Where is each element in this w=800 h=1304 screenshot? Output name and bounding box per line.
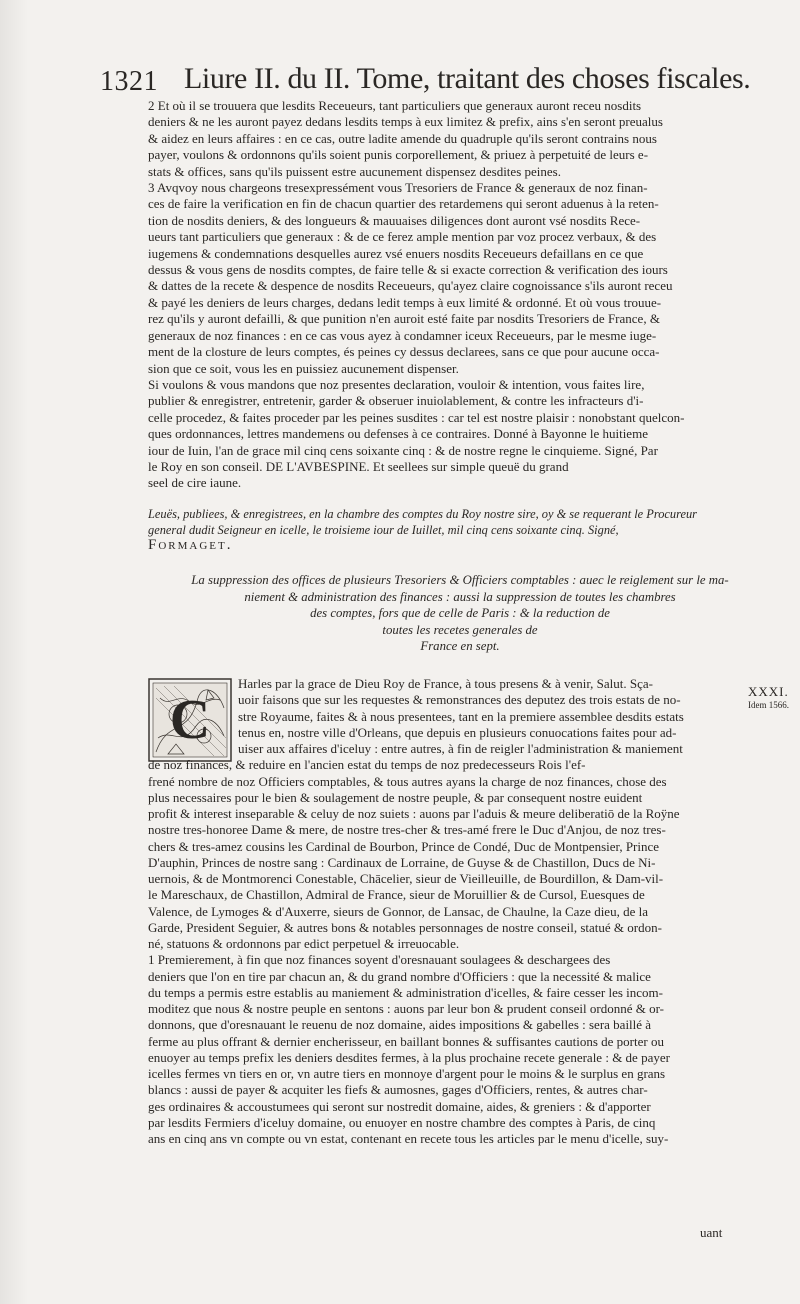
- text-line: celle procedez, & faites proceder par les peines susdites : car tel est nostre plaisir : nonobstant quelcon-: [148, 409, 685, 425]
- text-line: profit & interest inseparable & celuy de noz suiets : auons par l'aduis & meure deliberatiō de la Roÿne: [148, 806, 680, 821]
- text-line: ferme au plus offrant & dernier encherisseur, en baillant bonnes & suffisantes cautions de porter ou: [148, 1033, 664, 1049]
- text-line: plus necessaires pour le bien & soulagement de nostre peuple, & par consequent nostre euident: [148, 789, 643, 805]
- text-line: né, statuons & ordonnons par edict perpetuel & irreuocable.: [148, 936, 460, 951]
- text-line: rez qu'ils y auront defailli, & que punition n'en auroit esté faite par nosdits Tresoriers de France, &: [148, 311, 660, 327]
- title-line: France en sept.: [420, 639, 500, 653]
- text-line: generaux de noz finances : en ce cas vous ayez à condamner iceux Receueurs, par le mesme iuge-: [148, 327, 657, 343]
- margin-date: Idem 1566.: [748, 700, 789, 710]
- title-line: toutes les recetes generales de: [382, 622, 538, 637]
- edict-title: [150, 572, 770, 655]
- text-line: tion de nosdits deniers, & des longueurs & mauuaises diligences dont auront vsé nosdits Rece-: [148, 212, 641, 228]
- text-line: chers & tres-amez cousins les Cardinal de Bourbon, Prince de Condé, Duc de Montpensier, Prince: [148, 838, 660, 854]
- title-line: des comptes, fors que de celle de Paris : & la reduction de: [310, 606, 610, 620]
- article-continuation: [148, 98, 772, 492]
- edict-text: [148, 676, 772, 1147]
- text-line: D'auphin, Princes de nostre sang : Cardinaux de Lorraine, de Guyse & de Chastillon, Ducs de Ni-: [148, 854, 656, 870]
- text-line: uiser aux affaires d'iceluy : entre autres, à fin de reigler l'administration & maniement: [238, 741, 683, 756]
- margin-number: XXXI.: [748, 684, 789, 699]
- text-line: de noz finances, & reduire en l'ancien estat du temps de noz predecesseurs Rois l'ef-: [148, 757, 586, 773]
- text-line: nostre tres-honoree Dame & mere, de nostre tres-cher & tres-amé frere le Duc d'Anjou, de noz tres-: [148, 822, 666, 838]
- text-line: moditez que nous & nostre peuple en sentons : auons par leur bon & prudent conseil ordonné & or-: [148, 1001, 665, 1016]
- text-line: du temps a permis estre establis au maniement & administration d'icelles, & faire cesser les incom-: [148, 984, 663, 1000]
- text-line: enuoyer au temps prefix les deniers desdites fermes, à la plus prochaine recete generale : & de payer: [148, 1049, 670, 1065]
- text-line: Valence, de Lymoges & d'Auxerre, sieurs de Gonnor, de Lansac, de Chaulne, la Caze dieu, de la: [148, 903, 648, 919]
- text-line: ment de la closture de leurs comptes, és peines cy dessus declarees, sans ce que pour aucune occa-: [148, 344, 660, 360]
- text-line: frené nombre de noz Officiers comptables, & tous autres ayans la charge de noz finances, chose des: [148, 773, 667, 789]
- text-line: tenus en, nostre ville d'Orleans, que depuis en plusieurs conuocations faites pour ad-: [238, 724, 677, 740]
- text-line: & aidez en leurs affaires : en ce cas, outre ladite amende du quadruple qu'ils seront contrains nous: [148, 130, 657, 146]
- registration-line: general dudit Seigneur en icelle, le troisieme iour de Iuillet, mil cinq cens soixante cinq. Signé,: [148, 522, 619, 537]
- signature-formaget: Formaget.: [148, 537, 233, 553]
- text-line: ans en cinq ans vn compte ou vn estat, contenant en recete tous les articles par le menu d'icelle, suy-: [148, 1131, 669, 1146]
- text-line: iugemens & condemnations desquelles aurez vsé enuers nosdits Receueurs defaillans en ce que: [148, 245, 644, 261]
- catchword: uant: [700, 1225, 723, 1240]
- title-line: niement & administration des finances : aussi la suppression de toutes les chambres: [244, 589, 676, 604]
- text-line: ges ordinaires & accoustumees qui seront sur nostredit domaine, aides, & greniers : & d'apporter: [148, 1098, 651, 1114]
- running-title: Liure II. du II. Tome, traitant des choses fiscales.: [184, 62, 751, 95]
- text-line: 3 Avqvoy nous chargeons tresexpressément vous Tresoriers de France & generaux de noz finan-: [148, 180, 648, 196]
- text-line: payer, voulons & ordonnons qu'ils soient punis corporellement, & priuez à perpetuité de leurs e-: [148, 147, 649, 163]
- page-number: 1321: [100, 66, 158, 97]
- text-line: Garde, President Seguier, & autres bons & notables personnages de nostre conseil, statué & ordon-: [148, 919, 662, 935]
- text-line: & dattes de la recete & despence de nosdits Receueurs, qu'ayez claire cognoissance s'ils auront receu: [148, 278, 673, 294]
- registration-note: [148, 507, 772, 538]
- text-line: 2 Et où il se trouuera que lesdits Receueurs, tant particuliers que generaux auront receu nosdits: [148, 98, 642, 113]
- text-line: publier & enregistrer, entretenir, garder & obseruer inuiolablement, & contre les infracteurs d'i-: [148, 393, 644, 409]
- text-line: ques ordonnances, lettres mandemens ou defenses à ce contraires. Donné à Bayonne le huitieme: [148, 426, 648, 442]
- text-line: le Roy en son conseil. DE L'AVBESPINE. Et seellees sur simple queuë du grand: [148, 458, 569, 474]
- text-line: sion que ce soit, vous les en puissiez aucunement dispenser.: [148, 360, 459, 376]
- text-line: Si voulons & vous mandons que noz presentes declaration, vouloir & intention, vous faites lire,: [148, 376, 645, 392]
- text-line: dessus & vous gens de nosdits comptes, de faire telle & si exacte correction & verification des iours: [148, 262, 668, 278]
- text-line: seel de cire iaune.: [148, 475, 242, 491]
- dropcap-letter: C: [169, 689, 211, 751]
- text-line: donnons, que d'oresnauant le reuenu de noz domaine, aides impositions & gabelles : sera baillé à: [148, 1017, 652, 1033]
- page-gutter-shadow: [0, 0, 28, 1304]
- registration-line: Leuës, publiees, & enregistrees, en la chambre des comptes du Roy nostre sire, oy & se requerant le Procureur: [148, 507, 697, 521]
- text-line: ueurs tant particuliers que generaux : & de ce ferez ample mention par voz procez verbaux, & des: [148, 229, 657, 245]
- text-line: par lesdits Fermiers d'iceluy domaine, ou enuoyer en nostre chambre des comptes à Paris, de cinq: [148, 1114, 656, 1130]
- text-line: icelles fermes vn tiers en or, vn autre tiers en monnoye d'argent pour le moins & le surplus en grans: [148, 1066, 666, 1081]
- text-line: & payé les deniers de leurs charges, dedans ledit temps à eux limité & ordonné. Et où vous trouue-: [148, 294, 662, 310]
- text-line: uernois, & de Montmorenci Conestable, Chācelier, sieur de Vieilleuille, de Bourdillon, & Dam-vil-: [148, 871, 664, 886]
- text-line: uoir faisons que sur les requestes & remonstrances des deputez des trois estats de no-: [238, 692, 681, 708]
- text-line: 1 Premierement, à fin que noz finances soyent d'oresnauant soulagees & deschargees des: [148, 952, 611, 968]
- text-line: stre Royaume, faites & à nous presentees, tant en la premiere assemblee desdits estats: [238, 708, 684, 724]
- text-line: stats & offices, sans qu'ils puissent estre aucunement dispensez desdites peines.: [148, 163, 561, 179]
- text-line: iour de Iuin, l'an de grace mil cinq cens soixante cinq : & de nostre regne le cinquieme. Signé, Par: [148, 442, 658, 458]
- text-line: le Mareschaux, de Chastillon, Admiral de France, sieur de Moruillier & de Cursol, Euesques de: [148, 887, 645, 903]
- running-header: [100, 62, 751, 102]
- text-line: deniers & ne les auront payez dedans lesdits temps à eux limitez & prefix, ains s'en seront preualus: [148, 114, 663, 130]
- text-line: Harles par la grace de Dieu Roy de France, à tous presens & à venir, Salut. Sça-: [238, 676, 653, 691]
- text-line: deniers que l'on en tire par chacun an, & du grand nombre d'Officiers : que la necessité & malice: [148, 968, 651, 984]
- text-line: ces de faire la verification en fin de chacun quartier des retardemens qui seront aduenus à la reten-: [148, 196, 659, 212]
- title-line: La suppression des offices de plusieurs Tresoriers & Officiers comptables : auec le reiglement sur le ma-: [191, 573, 729, 587]
- text-line: blancs : aussi de payer & acquiter les fiefs & aumosnes, gages d'Officiers, rentes, & autres char-: [148, 1082, 648, 1098]
